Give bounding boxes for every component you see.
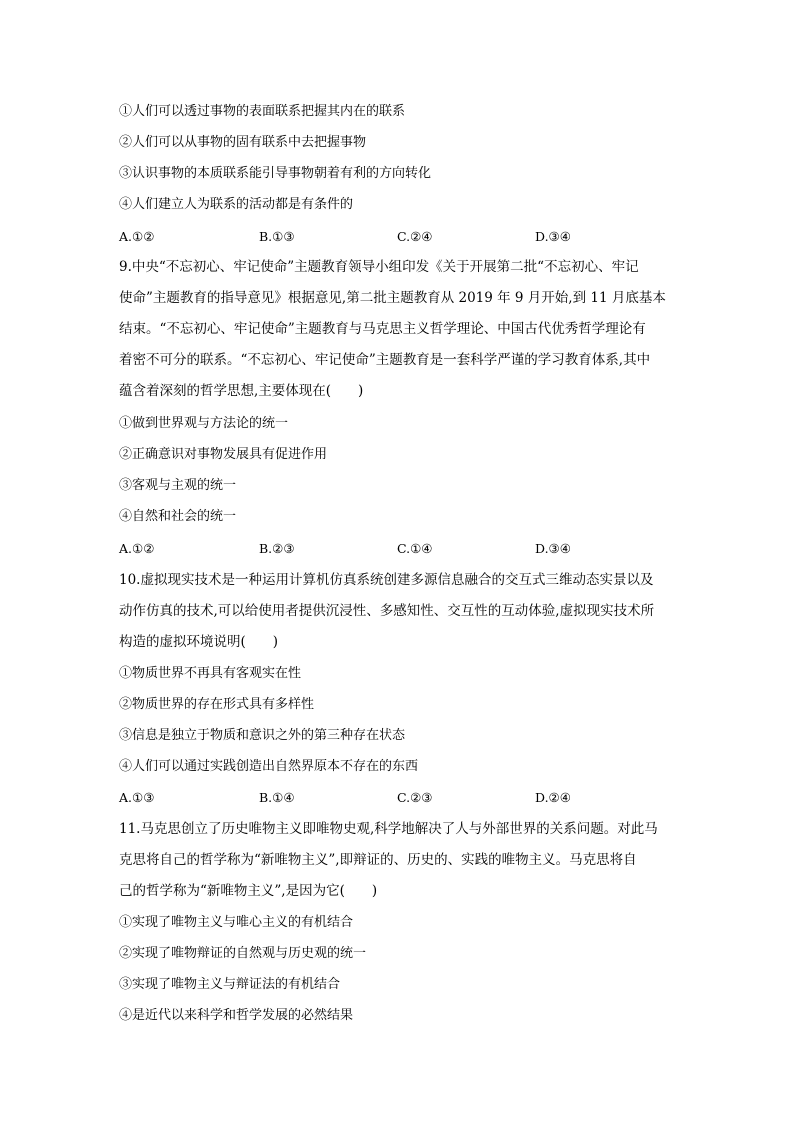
q10-choice-a: A.①③ bbox=[119, 790, 155, 805]
q10-stem bbox=[119, 565, 679, 658]
q9-choice-a: A.①② bbox=[119, 541, 155, 556]
q10-option-2: ②物质世界的存在形式具有多样性 bbox=[119, 697, 315, 712]
q9-stem-line: 使命”主题教育的指导意见》根据意见,第二批主题教育从 2019 年 9 月开始,到 11 月底基本 bbox=[119, 290, 666, 306]
q11-option-1: ①实现了唯物主义与唯心主义的有机结合 bbox=[119, 915, 354, 930]
q8-option-4: ④人们建立人为联系的活动都是有条件的 bbox=[119, 197, 354, 212]
q8-choice-d: D.③④ bbox=[535, 229, 571, 244]
q10-option-1: ①物质世界不再具有客观实在性 bbox=[119, 666, 302, 681]
q9-choice-c: C.①④ bbox=[397, 541, 433, 556]
q11-stem bbox=[119, 814, 679, 907]
q9-option-4: ④自然和社会的统一 bbox=[119, 509, 237, 524]
q9-stem-line: 9.中央“不忘初心、牢记使命”主题教育领导小组印发《关于开展第二批“不忘初心、牢记 bbox=[119, 259, 639, 275]
q9-choice-b: B.②③ bbox=[259, 541, 295, 556]
q8-choice-c: C.②④ bbox=[397, 229, 433, 244]
q10-option-4: ④人们可以通过实践创造出自然界原本不存在的东西 bbox=[119, 759, 419, 774]
q11-stem-line: 11.马克思创立了历史唯物主义即唯物史观,科学地解决了人与外部世界的关系问题。对此马 bbox=[119, 821, 658, 837]
q11-stem-line: 克思将自己的哲学称为“新唯物主义”,即辩证的、历史的、实践的唯物主义。马克思将自 bbox=[119, 852, 637, 868]
q10-stem-line: 动作仿真的技术,可以给使用者提供沉浸性、多感知性、交互性的互动体验,虚拟现实技术所 bbox=[119, 603, 655, 619]
q11-option-4: ④是近代以来科学和哲学发展的必然结果 bbox=[119, 1008, 354, 1023]
q9-option-2: ②正确意识对事物发展具有促进作用 bbox=[119, 447, 328, 462]
q8-choice-a: A.①② bbox=[119, 229, 155, 244]
q9-choice-d: D.③④ bbox=[535, 541, 571, 556]
q9-stem-line: 着密不可分的联系。“不忘初心、牢记使命”主题教育是一套科学严谨的学习教育体系,其中 bbox=[119, 352, 651, 368]
q11-option-2: ②实现了唯物辩证的自然观与历史观的统一 bbox=[119, 946, 367, 961]
q10-choice-d: D.②④ bbox=[535, 790, 571, 805]
q11-stem-line: 己的哲学称为“新唯物主义”,是因为它( ) bbox=[119, 883, 378, 899]
q9-option-1: ①做到世界观与方法论的统一 bbox=[119, 416, 289, 431]
q10-stem-line: 构造的虚拟环境说明( ) bbox=[119, 634, 279, 650]
q9-stem bbox=[119, 252, 679, 407]
q8-option-3: ③认识事物的本质联系能引导事物朝着有利的方向转化 bbox=[119, 166, 432, 181]
q10-option-3: ③信息是独立于物质和意识之外的第三种存在状态 bbox=[119, 728, 406, 743]
q9-stem-line: 蕴含着深刻的哲学思想,主要体现在( ) bbox=[119, 383, 364, 399]
q11-option-3: ③实现了唯物主义与辩证法的有机结合 bbox=[119, 977, 341, 992]
q8-option-2: ②人们可以从事物的固有联系中去把握事物 bbox=[119, 135, 367, 150]
q10-choice-c: C.②③ bbox=[397, 790, 433, 805]
q10-stem-line: 10.虚拟现实技术是一种运用计算机仿真系统创建多源信息融合的交互式三维动态实景以及 bbox=[119, 572, 654, 588]
q9-stem-line: 结束。“不忘初心、牢记使命”主题教育与马克思主义哲学理论、中国古代优秀哲学理论有 bbox=[119, 321, 646, 337]
q8-choice-b: B.①③ bbox=[259, 229, 295, 244]
q9-option-3: ③客观与主观的统一 bbox=[119, 478, 237, 493]
q8-option-1: ①人们可以透过事物的表面联系把握其内在的联系 bbox=[119, 104, 406, 119]
q10-choice-b: B.①④ bbox=[259, 790, 295, 805]
